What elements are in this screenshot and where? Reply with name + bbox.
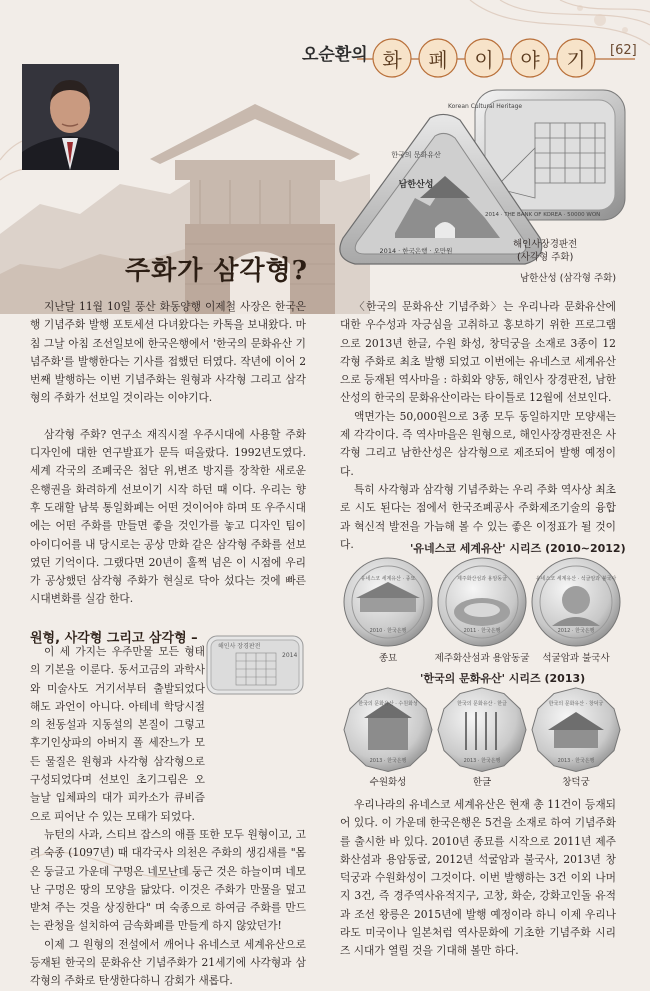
caption-triangle-coin: 남한산성 (삼각형 주화) xyxy=(520,273,617,284)
left-paragraph-3: 이 세 가지는 우주만물 모든 형태의 기본을 이룬다. 동서고금의 과학사와 미술사도 거기서부터 출발되었다 해도 과언이 아니다. 아테네 학당시절의 천동설과 지동설의 본질이 그렇고 후기인상파의 아버지 폴 세잔느가 모든 물질은 원형과 사각형 삼각형으로 구성되었다며 선보인 초기그림은 오늘날 입체파의 대가 피카소가 큐비즘으로 피어난 수 있는 모태가 되었다. xyxy=(30,645,205,823)
square-coin-bottom-text: 2014 · THE BANK OF KOREA · 50000 WON xyxy=(485,212,601,218)
left-paragraph-2: 삼각형 주화? 연구소 재직시절 우주시대에 사용할 주화 디자인에 대한 연구발표가 문득 떠올랐다. 1992년도였다. 세계 각국의 조폐국은 첨단 위,변조 방지를 장착한 새로운 은행권을 화려하게 선보이기 시작 하던 때 이다. 우리는 향후 도래할 남북 통일화폐는 어떤 것이어야 하며 또 우주시대에는 어떤 주화를 만들면 좋을 것인가를 놓고 디자인 팀이 아이디어를 내 당시로는 공상 만화 같은 삼각형 주화를 선보였던 기억이다. 그랬다면 20년이 훌쩍 넘은 이 시점에 우리가 공상했던 삼각형 주화가 현실로 닥아 섰다는 것에 빠른 시대변화를 실감 한다. xyxy=(30,427,306,606)
caption-square-coin-sub: (사각형 주화) xyxy=(517,252,574,263)
coin-suwon-year-text: 2013 · 한국은행 xyxy=(369,758,407,764)
header-char-3: 이 xyxy=(474,48,494,72)
triangle-coin-bottom-text: 2014 · 한국은행 · 오만원 xyxy=(379,247,453,255)
header-char-5: 기 xyxy=(566,48,586,72)
heritage-series-title: '한국의 문화유산' 시리즈 (2013) xyxy=(420,672,586,685)
header-char-4: 야 xyxy=(520,48,540,72)
right-paragraph-3: 특히 사각형과 삼각형 기념주화는 우리 주화 역사상 최초로 시도 된다는 점에서 한국조폐공사 주화제조기술의 융합과 혁신적 발전을 가늠해 볼 수 있는 좋은 이정표가 될 것이다. xyxy=(340,482,616,551)
unesco-series-title: '유네스코 세계유산' 시리즈 (2010~2012) xyxy=(410,542,626,555)
left-column-top xyxy=(30,298,306,609)
left-paragraph-4: 뉴턴의 사과, 스티브 잡스의 애플 또한 모두 원형이고, 고려 숙종 (1097년) 때 대각국사 의천은 주화의 생김새를 "몸은 둥글고 가운데 구멍은 네모난데 둥근 것은 하늘이며 네모난 구멍은 땅의 모양을 닮았다. 이것은 주화가 만물을 덮고 받쳐 주는 것을 상징한다" 며 숙종으로 하여금 주화를 만드는 관청을 설치하여 금속화폐를 만들게 하지 않았던가! xyxy=(30,828,306,933)
author-portrait xyxy=(22,64,119,170)
left-paragraph-3-head xyxy=(30,643,205,826)
article-title: 주화가 삼각형? xyxy=(125,256,308,286)
triangle-coin-name-text: 남한산성 xyxy=(398,180,434,190)
coin-label-hangeul: 한글 xyxy=(472,777,492,788)
header-char-2: 폐 xyxy=(428,48,448,72)
coin-changdeokgung-year-text: 2013 · 한국은행 xyxy=(557,758,595,764)
right-column-bottom xyxy=(340,796,616,961)
series-author-name: 오순환의 xyxy=(302,45,368,65)
left-paragraph-1: 지난달 11월 10일 풍산 화동양행 이제철 사장은 한국은행 기념주화 발행 포토세션 다녀왔다는 카톡을 보내왔다. 마침 그날 아침 조선일보에 한국은행에서 '한국의 문화유산 기념주화'를 발행한다는 기사를 접했던 터였다. 작년에 이어 2번째 발행하는 이번 기념주화는 원형과 사각형 그리고 삼각형의 주화가 선보일 것이라는 이야기다. xyxy=(30,300,306,405)
coin-jeju-year-text: 2011 · 한국은행 xyxy=(463,628,501,634)
coin-seokguram-year-text: 2012 · 한국은행 xyxy=(557,628,595,634)
coin-label-jongmyo: 종묘 xyxy=(378,653,398,664)
inline-coin-year: 2014 xyxy=(282,652,298,659)
coin-jongmyo-rim-text: 유네스코 세계유산 · 종묘 xyxy=(360,576,416,582)
coin-seokguram-rim-text: 유네스코 세계유산 · 석굴암과 불국사 xyxy=(535,576,617,582)
square-coin-heading: Korean Cultural Heritage xyxy=(448,103,523,110)
coin-label-jeju: 제주화산섬과 용암동굴 xyxy=(434,653,530,664)
coin-changdeokgung-rim-text: 한국의 문화유산 · 창덕궁 xyxy=(548,701,604,707)
hero-coins-illustration xyxy=(335,88,645,288)
left-column-bottom-body xyxy=(30,826,306,991)
coin-label-suwon: 수원화성 xyxy=(369,777,407,788)
coin-jeju-rim-text: 제주화산섬과 용암동굴 xyxy=(457,576,507,582)
inline-coin-text: 해인사 장경판전 xyxy=(218,643,261,650)
header-char-1: 화 xyxy=(382,48,402,72)
coin-label-seokguram: 석굴암과 불국사 xyxy=(542,653,610,664)
left-paragraph-5: 이제 그 원형의 전설에서 깨어나 유네스코 세계유산으로 등재된 한국의 문화유산 기념주화가 21세기에 사각형과 삼각형의 주화로 탄생한다하니 감회가 새롭다. xyxy=(30,937,306,988)
issue-number: [62] xyxy=(610,43,637,58)
coin-hangeul-rim-text: 한국의 문화유산 · 한글 xyxy=(457,701,507,707)
section-subhead: 원형, 사각형 그리고 삼각형 – xyxy=(30,631,198,646)
right-paragraph-1: 〈한국의 문화유산 기념주화〉는 우리나라 문화유산에 대한 우수성과 자긍심을 고취하고 홍보하기 위한 프로그램으로 2013년 한글, 수원 화성, 창덕궁을 소재로 3종이 12각형 주화로 최초 발행 되었고 이번에는 유네스코 세계유산으로 등재된 역사마을 : 하회와 양동, 해인사 장경판전, 남한산성의 한국의 문화유산이라는 타이틀로 12월에 선보인다. xyxy=(340,300,616,405)
right-paragraph-4: 우리나라의 유네스코 세계유산은 현재 총 11건이 등재되어 있다. 이 가운데 한국은행은 5건을 소재로 하여 기념주화를 출시한 바 있다. 2010년 종묘를 시작으로 2011년 제주 화산섬과 용암동굴, 2012년 석굴암과 불국사, 2013년 창덕궁과 수원화성이 그것이다. 이번 발행하는 3건 이외 나머지 3건, 즉 경주역사유적지구, 고창, 화순, 강화고인돌 유적과 조선 왕릉은 2015년에 발행 예정이라 하니 이제 우리나라도 미국이나 일본처럼 역사문화에 기초한 기념주화 시리즈 시대가 열릴 것을 기대해 볼만 하다. xyxy=(340,798,616,958)
coin-label-changdeokgung: 창덕궁 xyxy=(562,777,590,788)
right-paragraph-2: 액면가는 50,000원으로 3종 모두 동일하지만 모양새는 제 각각이다. 즉 역사마을은 원형으로, 해인사장경판전은 사각형 그리고 남한산성은 삼각형으로 제조되어 발행 예정이다. xyxy=(340,409,616,478)
coin-suwon-rim-text: 한국의 문화유산 · 수원화성 xyxy=(358,701,418,707)
coin-hangeul-year-text: 2013 · 한국은행 xyxy=(463,758,501,764)
caption-square-coin: 해인사장경판전 xyxy=(513,239,578,250)
right-column-top xyxy=(340,298,616,554)
portrait-image xyxy=(22,64,119,170)
triangle-coin-top-text: 한국의 문화유산 xyxy=(391,151,441,159)
coin-jongmyo-year-text: 2010 · 한국은행 xyxy=(369,628,407,634)
unesco-coins-row xyxy=(342,556,622,648)
